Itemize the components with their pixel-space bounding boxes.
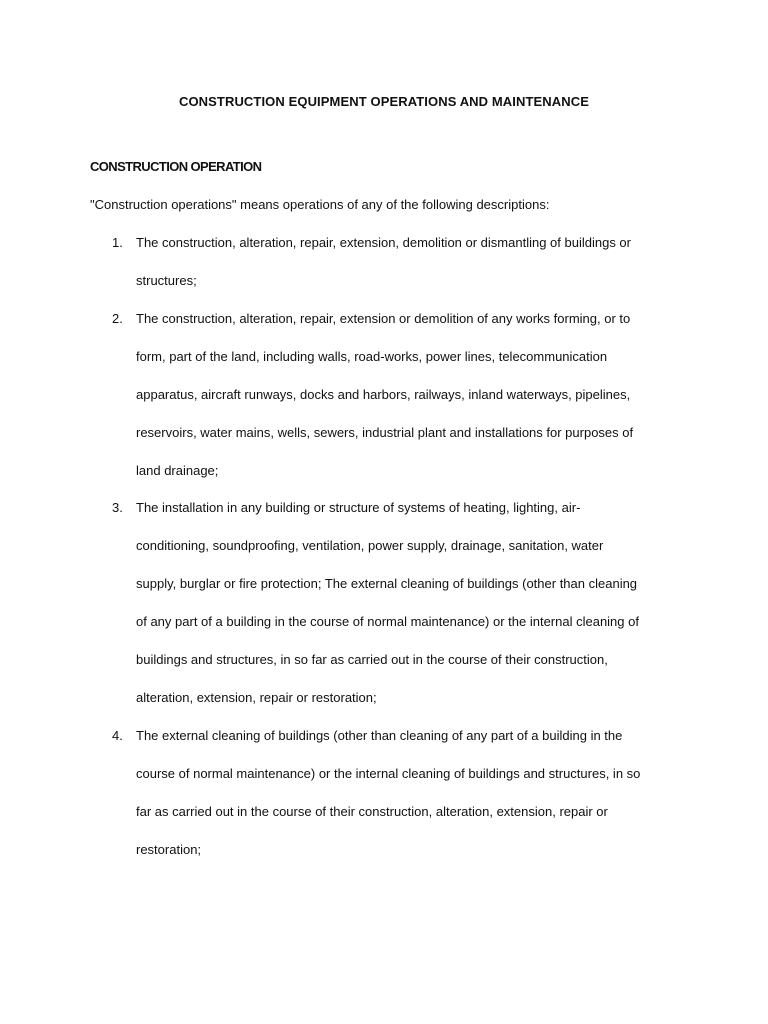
list-item-line: restoration;: [136, 842, 202, 857]
list-item-line: land drainage;: [136, 463, 219, 478]
list-item-line: The construction, alteration, repair, extension, demolition or dismantling of buildings or: [136, 235, 631, 250]
document-title: CONSTRUCTION EQUIPMENT OPERATIONS AND MAINTENANCE: [178, 94, 590, 109]
intro-paragraph: "Construction operations" means operations of any of the following descriptions:: [90, 197, 550, 212]
list-item-number: 3.: [112, 500, 123, 515]
list-item-line: The installation in any building or structure of systems of heating, lighting, air-: [136, 500, 581, 515]
list-item-line: form, part of the land, including walls, road-works, power lines, telecommunication: [136, 349, 608, 364]
list-item-number: 4.: [112, 728, 123, 743]
list-item-line: apparatus, aircraft runways, docks and harbors, railways, inland waterways, pipelines,: [136, 387, 631, 402]
list-item-line: supply, burglar or fire protection; The external cleaning of buildings (other than cleaning: [136, 576, 638, 591]
list-item-number: 1.: [112, 235, 123, 250]
list-item-number: 2.: [112, 311, 123, 326]
list-item-line: alteration, extension, repair or restoration;: [136, 690, 377, 705]
list-item-line: conditioning, soundproofing, ventilation, power supply, drainage, sanitation, water: [136, 538, 604, 553]
list-item-line: reservoirs, water mains, wells, sewers, industrial plant and installations for purposes of: [136, 425, 634, 440]
list-item-line: of any part of a building in the course of normal maintenance) or the internal cleaning of: [136, 614, 639, 629]
list-item-line: far as carried out in the course of their construction, alteration, extension, repair or: [136, 804, 608, 819]
list-item-line: course of normal maintenance) or the internal cleaning of buildings and structures, in so: [136, 766, 641, 781]
list-item-line: The construction, alteration, repair, extension or demolition of any works forming, or to: [136, 311, 631, 326]
list-item-line: The external cleaning of buildings (other than cleaning of any part of a building in the: [136, 728, 623, 743]
list-item-line: structures;: [136, 273, 197, 288]
list-item-line: buildings and structures, in so far as carried out in the course of their construction,: [136, 652, 608, 667]
section-heading: CONSTRUCTION OPERATION: [90, 159, 262, 174]
